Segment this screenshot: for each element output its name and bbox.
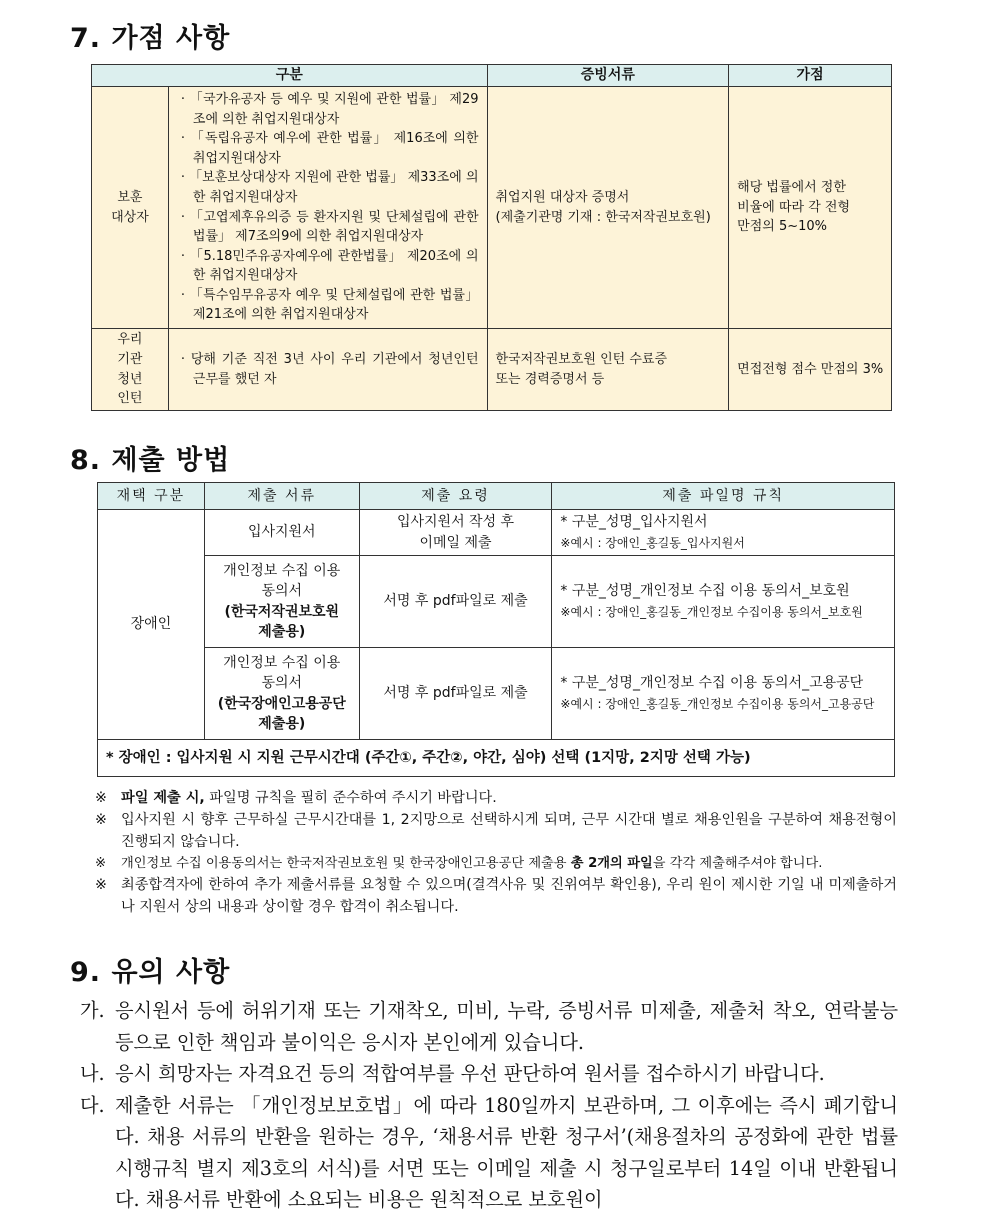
note-item bbox=[95, 875, 897, 919]
note-text-pre: 개인정보 수집 이용동의서는 한국저작권보호원 및 한국장애인고용공단 제출용 bbox=[121, 856, 571, 872]
note-bold: 총 2개의 파일 bbox=[570, 856, 653, 872]
item-label: 가. bbox=[80, 999, 105, 1022]
rule-text: * 구분_성명_개인정보 수집 이용 동의서_보호원 bbox=[560, 583, 850, 599]
note-mark: ※ bbox=[95, 811, 107, 828]
rule-example: ※예시 : 장애인_홍길동_개인정보 수집이용 동의서_보호원 bbox=[560, 604, 863, 619]
list-item: · 「보훈보상대상자 지원에 관한 법률」 제33조에 의한 취업지원대상자 bbox=[179, 168, 479, 207]
note-mark: ※ bbox=[95, 856, 107, 872]
list-item: · 「5.18민주유공자예우에 관한법률」 제20조에 의한 취업지원대상자 bbox=[179, 247, 479, 286]
list-item: · 「국가유공자 등 예우 및 지원에 관한 법률」 제29조에 의한 취업지원대상자 bbox=[179, 90, 479, 129]
note-bold: 파일 제출 시, bbox=[121, 790, 205, 806]
veteran-points: 해당 법률에서 정한 비율에 따라 각 전형 만점의 5~10% bbox=[729, 87, 892, 329]
table-header-row bbox=[92, 65, 892, 87]
table-row bbox=[92, 329, 892, 411]
shift-selection-note: * 장애인 : 입사지원 시 지원 근무시간대 (주간①, 주간②, 야간, 심야) 선택 (1지망, 2지망 선택 가능) bbox=[98, 740, 895, 777]
item-text: 제출한 서류는 「개인정보보호법」에 따라 180일까지 보관하며, 그 이후에는 즉시 폐기합니다. 채용 서류의 반환을 원하는 경우, ‘채용서류 반환 청구서’(채용절차의 공정화에 관한 법률 시행규칙 별지 제3호의 서식)를 서면 또는 이메일 제출 시 청구일로부터 14일 이내 반환됩니다. 채용서류 반환에 소요되는 비용은 원칙적으로 보호원이 bbox=[115, 1093, 898, 1211]
section-7-title: 7. 가점 사항 bbox=[70, 23, 231, 54]
rule-example: ※예시 : 장애인_홍길동_개인정보 수집이용 동의서_고용공단 bbox=[560, 696, 875, 711]
rule-text: * 구분_성명_개인정보 수집 이용 동의서_고용공단 bbox=[560, 675, 864, 691]
note-item bbox=[95, 788, 897, 810]
veteran-document: 취업지원 대상자 증명서 (제출기관명 기재 : 한국저작권보호원) bbox=[487, 87, 729, 329]
submission-notes bbox=[95, 788, 897, 919]
veteran-list bbox=[169, 90, 487, 325]
header-category: 구분 bbox=[92, 65, 488, 87]
note-mark: ※ bbox=[95, 877, 107, 894]
item-text: 응시원서 등에 허위기재 또는 기재착오, 미비, 누락, 증빙서류 미제출, 제출처 착오, 연락불능 등으로 인한 책임과 불이익은 응시자 본인에게 있습니다. bbox=[115, 999, 898, 1054]
row-rule bbox=[552, 648, 895, 740]
note-text: 입사지원 시 향후 근무하실 근무시간대를 1, 2지망으로 선택하시게 되며, 근무 시간대 별로 채용인원을 구분하여 채용전형이 진행되지 않습니다. bbox=[121, 811, 897, 850]
note-text: 을 각각 제출해주셔야 합니다. bbox=[652, 856, 823, 872]
list-item: · 「특수임무유공자 예우 및 단체설립에 관한 법률」 제21조에 의한 취업지원대상자 bbox=[179, 286, 479, 325]
section-8-title: 8. 제출 방법 bbox=[70, 445, 231, 476]
header-method: 제출 요령 bbox=[359, 483, 552, 510]
note-item bbox=[95, 810, 897, 854]
intern-list bbox=[169, 350, 487, 389]
list-item: · 「고엽제후유의증 등 환자지원 및 단체설립에 관한 법률」 제7조의9에 의한 취업지원대상자 bbox=[179, 208, 479, 247]
doc-target: (한국장애인고용공단 제출용) bbox=[217, 695, 346, 732]
row-doc bbox=[204, 556, 359, 648]
table-header-row bbox=[98, 483, 895, 510]
row-method: 서명 후 pdf파일로 제출 bbox=[359, 648, 552, 740]
intern-criteria bbox=[168, 329, 487, 411]
group-disabled: 장애인 bbox=[98, 510, 205, 740]
submission-table bbox=[97, 482, 895, 777]
header-group: 재택 구분 bbox=[98, 483, 205, 510]
category-veteran: 보훈 대상자 bbox=[92, 87, 169, 329]
table-row bbox=[92, 87, 892, 329]
doc-target: (한국저작권보호원 제출용) bbox=[224, 603, 340, 640]
note-text: 최종합격자에 한하여 추가 제출서류를 요청할 수 있으며(결격사유 및 진위여부 확인용), 우리 원이 제시한 기일 내 미제출하거나 지원서 상의 내용과 상이할 경우 합격이 취소됩니다. bbox=[121, 877, 897, 915]
row-doc bbox=[204, 648, 359, 740]
header-doc: 제출 서류 bbox=[204, 483, 359, 510]
rule-example: ※예시 : 장애인_홍길동_입사지원서 bbox=[560, 535, 745, 550]
caution-list bbox=[80, 995, 898, 1216]
list-item: · 당해 기준 직전 3년 사이 우리 기관에서 청년인턴 근무를 했던 자 bbox=[179, 350, 479, 389]
rule-text: * 구분_성명_입사지원서 bbox=[560, 514, 708, 530]
doc-title: 개인정보 수집 이용 동의서 bbox=[223, 562, 341, 599]
bonus-points-table bbox=[91, 64, 892, 411]
header-document: 증빙서류 bbox=[487, 65, 729, 87]
table-row bbox=[98, 510, 895, 556]
row-method: 서명 후 pdf파일로 제출 bbox=[359, 556, 552, 648]
row-method: 입사지원서 작성 후 이메일 제출 bbox=[359, 510, 552, 556]
table-row bbox=[98, 556, 895, 648]
item-label: 다. bbox=[80, 1093, 105, 1117]
row-rule bbox=[552, 556, 895, 648]
doc-title: 개인정보 수집 이용 동의서 bbox=[223, 654, 341, 691]
row-doc: 입사지원서 bbox=[204, 510, 359, 556]
intern-document: 한국저작권보호원 인턴 수료증 또는 경력증명서 등 bbox=[487, 329, 729, 411]
item-text: 응시 희망자는 자격요건 등의 적합여부를 우선 판단하여 원서를 접수하시기 바랍니다. bbox=[115, 1062, 825, 1085]
item-label: 나. bbox=[80, 1062, 105, 1085]
veteran-criteria bbox=[168, 87, 487, 329]
section-9-title: 9. 유의 사항 bbox=[70, 957, 231, 988]
note-mark: ※ bbox=[95, 790, 107, 806]
table-row bbox=[98, 648, 895, 740]
note-text: 파일명 규칙을 필히 준수하여 주시기 바랍니다. bbox=[204, 790, 497, 806]
category-intern: 우리 기관 청년 인턴 bbox=[92, 329, 169, 411]
note-item bbox=[95, 853, 897, 875]
intern-points: 면접전형 점수 만점의 3% bbox=[729, 329, 892, 411]
list-item bbox=[80, 1090, 898, 1216]
header-filename-rule: 제출 파일명 규칙 bbox=[552, 483, 895, 510]
list-item bbox=[80, 1058, 898, 1090]
row-rule bbox=[552, 510, 895, 556]
list-item bbox=[80, 995, 898, 1058]
list-item: · 「독립유공자 예우에 관한 법률」 제16조에 의한 취업지원대상자 bbox=[179, 129, 479, 168]
table-footer-row bbox=[98, 740, 895, 777]
header-points: 가점 bbox=[729, 65, 892, 87]
